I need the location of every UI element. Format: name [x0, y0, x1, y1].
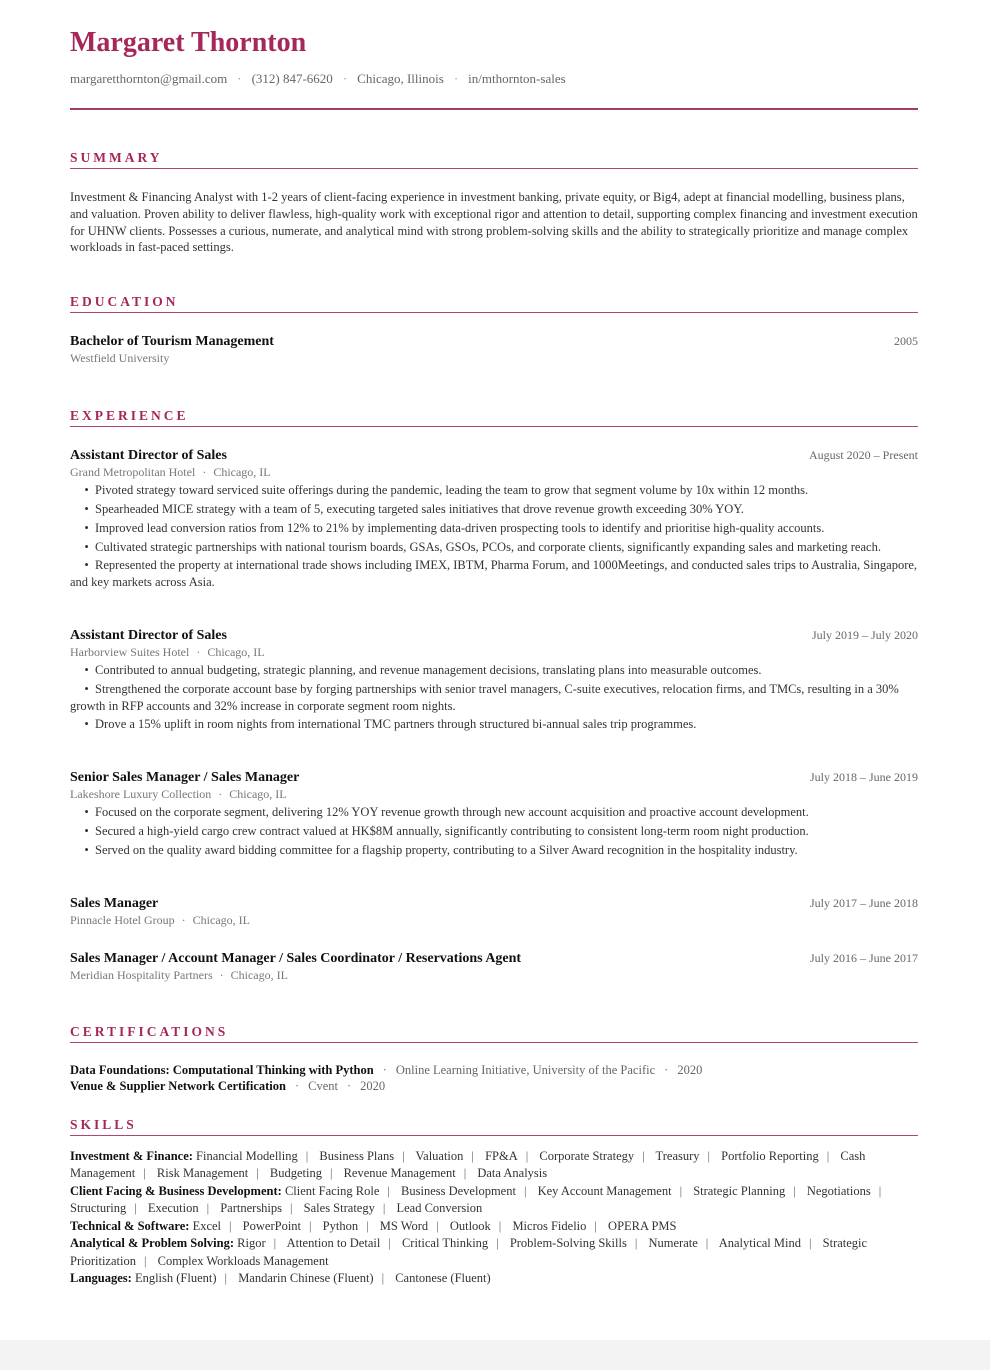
bullet-icon: •	[84, 558, 95, 573]
skill-item: FP&A	[485, 1148, 518, 1163]
separator-pipe: |	[273, 1236, 277, 1251]
job-company: Pinnacle Hotel Group	[70, 912, 175, 927]
education-section	[70, 294, 918, 366]
separator-pipe: |	[809, 1236, 812, 1251]
bullet-item	[70, 662, 918, 679]
certification-item	[70, 1078, 918, 1095]
job-company-line	[70, 464, 918, 480]
bullet-item	[70, 557, 918, 591]
separator-pipe: |	[381, 1271, 385, 1286]
job-entry	[70, 950, 918, 983]
separator-pipe: |	[878, 1183, 882, 1198]
skill-group	[70, 1270, 918, 1288]
bullet-text: Cultivated strategic partnerships with national tourism boards, GSAs, GSOs, PCOs, and corporate clients, significantly expanding sales and marketing reach.	[95, 539, 881, 554]
skill-item: Strategic Prioritization	[70, 1236, 868, 1268]
skill-item: Treasury	[655, 1148, 700, 1163]
header-divider	[70, 108, 918, 110]
job-entry	[70, 447, 918, 591]
certifications-heading: CERTIFICATIONS	[70, 1024, 918, 1043]
bullet-icon: •	[84, 823, 95, 838]
experience-heading: EXPERIENCE	[70, 408, 918, 427]
separator-dot: ·	[196, 644, 201, 659]
job-header	[70, 627, 918, 644]
separator-pipe: |	[634, 1236, 638, 1251]
job-company-line	[70, 967, 918, 983]
bullet-item	[70, 804, 918, 821]
skill-item: Rigor	[237, 1236, 266, 1251]
skill-item: Client Facing Role	[284, 1183, 380, 1198]
bullet-text: Improved lead conversion ratios from 12% to 21% by implementing data-driven prospecting tools to identify and prioritise high-quality accounts.	[95, 520, 825, 535]
skill-item: PowerPoint	[242, 1218, 302, 1233]
skill-item: Partnerships	[220, 1201, 283, 1216]
separator-pipe: |	[496, 1236, 499, 1251]
separator-dot: ·	[347, 1079, 352, 1094]
bullet-item	[70, 823, 918, 840]
bullet-icon: •	[84, 681, 95, 696]
skill-item: MS Word	[379, 1218, 429, 1233]
separator-pipe: |	[642, 1148, 645, 1163]
education-year: 2005	[894, 334, 918, 349]
separator-pipe: |	[525, 1148, 529, 1163]
skill-group	[70, 1183, 918, 1218]
summary-section	[70, 150, 918, 256]
separator-pipe: |	[290, 1201, 293, 1216]
job-location: Chicago, IL	[213, 465, 271, 480]
skill-item: OPERA PMS	[608, 1218, 677, 1233]
job-bullets	[70, 804, 918, 858]
job-company: Meridian Hospitality Partners	[70, 967, 213, 982]
bullet-icon: •	[84, 520, 95, 535]
separator-pipe: |	[224, 1271, 228, 1286]
job-dates: July 2017 – June 2018	[810, 895, 918, 910]
job-company: Grand Metropolitan Hotel	[70, 465, 196, 480]
bullet-icon: •	[84, 539, 95, 554]
skill-group	[70, 1235, 918, 1270]
skill-group-label: Investment & Finance:	[70, 1148, 193, 1163]
bullet-item	[70, 842, 918, 859]
skill-item: Mandarin Chinese (Fluent)	[238, 1271, 374, 1286]
job-bullets	[70, 662, 918, 733]
job-title: Sales Manager / Account Manager / Sales Coordinator / Reservations Agent	[70, 950, 522, 966]
skill-item: Execution	[147, 1201, 199, 1216]
separator-pipe: |	[705, 1236, 709, 1251]
separator-pipe: |	[436, 1218, 439, 1233]
skill-item: Numerate	[648, 1236, 698, 1251]
separator-dot: ·	[294, 1079, 300, 1094]
job-title: Senior Sales Manager / Sales Manager	[70, 770, 300, 786]
separator-pipe: |	[206, 1201, 210, 1216]
skill-item: English (Fluent)	[134, 1271, 217, 1286]
job-entry	[70, 769, 918, 858]
skill-item: Micros Fidelio	[512, 1218, 587, 1233]
resume-content	[70, 26, 918, 1288]
job-entry	[70, 627, 918, 733]
bullet-icon: •	[84, 842, 95, 857]
bullet-icon: •	[84, 805, 95, 820]
bullet-item	[70, 482, 918, 499]
separator-pipe: |	[679, 1183, 683, 1198]
skill-item: Business Development	[401, 1183, 516, 1198]
bullet-item	[70, 520, 918, 537]
job-dates: July 2019 – July 2020	[811, 627, 918, 642]
certifications-section	[70, 1024, 918, 1095]
skills-heading: SKILLS	[70, 1117, 918, 1136]
separator-pipe: |	[523, 1183, 527, 1198]
contact-location: Chicago, Illinois	[357, 71, 444, 86]
separator-dot: ·	[664, 1062, 669, 1077]
skill-item: Valuation	[415, 1148, 464, 1163]
job-company-line	[70, 644, 918, 660]
skill-item: Structuring	[70, 1201, 127, 1216]
skill-group	[70, 1218, 918, 1236]
separator-pipe: |	[229, 1218, 232, 1233]
contact-email[interactable]: margaretthornton@gmail.com	[70, 71, 228, 86]
separator-dot: ·	[218, 787, 223, 802]
separator-pipe: |	[594, 1218, 597, 1233]
separator-pipe: |	[143, 1166, 146, 1181]
bullet-item	[70, 716, 918, 733]
separator-pipe: |	[387, 1183, 390, 1198]
separator-pipe: |	[471, 1148, 474, 1163]
experience-section	[70, 408, 918, 982]
job-title: Assistant Director of Sales	[70, 448, 227, 464]
bullet-icon: •	[84, 483, 95, 498]
education-entry	[70, 333, 918, 366]
bullet-text: Secured a high-yield cargo crew contract valued at HK$8M annually, significantly contributing to consistent long-term room night production.	[95, 823, 809, 838]
separator-dot: ·	[382, 1062, 387, 1077]
skill-group-label: Client Facing & Business Development:	[70, 1183, 282, 1198]
bullet-icon: •	[84, 501, 95, 516]
skill-group-label: Languages:	[70, 1271, 132, 1286]
job-header	[70, 769, 918, 786]
skill-group-label: Analytical & Problem Solving:	[70, 1236, 235, 1251]
job-dates: July 2016 – June 2017	[810, 950, 918, 965]
bullet-text: Pivoted strategy toward serviced suite offerings during the pandemic, leading the team to grow that segment volume by 10x within 12 months.	[95, 483, 809, 498]
separator-dot: ·	[219, 967, 224, 982]
skill-item: Excel	[192, 1218, 222, 1233]
separator-pipe: |	[707, 1148, 711, 1163]
separator-pipe: |	[143, 1253, 147, 1268]
skill-item: Budgeting	[269, 1166, 322, 1181]
certification-year: 2020	[360, 1079, 386, 1094]
skill-item: Cantonese (Fluent)	[395, 1271, 491, 1286]
separator-pipe: |	[256, 1166, 259, 1181]
job-header	[70, 895, 918, 912]
job-list	[70, 447, 918, 982]
certification-name: Data Foundations: Computational Thinking with Python	[70, 1062, 374, 1077]
job-title: Sales Manager	[70, 895, 159, 911]
job-dates: July 2018 – June 2019	[810, 770, 918, 785]
skill-item: Financial Modelling	[196, 1148, 298, 1163]
certification-year: 2020	[677, 1062, 703, 1077]
separator-dot: ·	[181, 912, 186, 927]
job-location: Chicago, IL	[230, 967, 288, 982]
job-bullets	[70, 482, 918, 591]
certification-issuer: Online Learning Initiative, University of the Pacific	[395, 1062, 656, 1077]
bullet-text: Drove a 15% uplift in room nights from international TMC partners through structured bi-annual sales trip programmes.	[95, 717, 697, 732]
education-heading: EDUCATION	[70, 294, 918, 313]
skill-item: Lead Conversion	[396, 1201, 483, 1216]
skill-item: Attention to Detail	[286, 1236, 381, 1251]
bullet-text: Focused on the corporate segment, delivering 12% YOY revenue growth through new account acquisition and proactive account development.	[95, 805, 809, 820]
job-title: Assistant Director of Sales	[70, 627, 227, 643]
certification-list	[70, 1062, 918, 1095]
bullet-icon: •	[84, 717, 95, 732]
bullet-text: Represented the property at international trade shows including IMEX, IBTM, Pharma Forum, and 1000Meetings, and conducted sales trips to Australia, Singapore, and key markets across Asia.	[70, 558, 918, 590]
school: Westfield University	[70, 351, 170, 366]
skill-item: Sales Strategy	[303, 1201, 375, 1216]
skill-item: Outlook	[449, 1218, 491, 1233]
separator-pipe: |	[793, 1183, 796, 1198]
summary-text: Investment & Financing Analyst with 1-2 years of client-facing experience in investment banking, private equity, or Big4, adept at financial modelling, business plans, and valuation. Proven ability to deliver flawless, high-quality work with exceptional rigor and attention to detail, supporting complex financing and investment execution for UHNW clients. Possesses a curious, numerate, and analytical mind with strong problem-solving skills and the ability to strategically prioritize and manage complex workloads in fast-paced settings.	[70, 190, 918, 255]
skill-item: Business Plans	[319, 1148, 395, 1163]
bullet-item	[70, 501, 918, 518]
separator-pipe: |	[305, 1148, 309, 1163]
contact-phone: (312) 847-6620	[251, 71, 333, 86]
skills-section	[70, 1117, 918, 1288]
skill-item: Corporate Strategy	[539, 1148, 635, 1163]
certification-name: Venue & Supplier Network Certification	[70, 1079, 286, 1094]
skill-item: Portfolio Reporting	[721, 1148, 819, 1163]
skill-item: Risk Management	[156, 1166, 249, 1181]
separator-dot: ·	[202, 465, 207, 480]
job-company: Lakeshore Luxury Collection	[70, 787, 212, 802]
separator-pipe: |	[826, 1148, 830, 1163]
separator-pipe: |	[366, 1218, 369, 1233]
contact-line: margaretthornton@gmail.com · (312) 847-6620 · Chicago, Illinois · in/mthornton-sales	[70, 71, 566, 86]
job-company: Harborview Suites Hotel	[70, 644, 190, 659]
job-entry	[70, 895, 918, 928]
certification-issuer: Cvent	[308, 1079, 338, 1094]
bullet-icon: •	[84, 662, 95, 677]
contact-linkedin[interactable]: in/mthornton-sales	[468, 71, 566, 86]
job-location: Chicago, IL	[229, 787, 287, 802]
job-header	[70, 447, 918, 464]
skill-item: Complex Workloads Management	[157, 1253, 329, 1268]
skill-item: Negotiations	[806, 1183, 871, 1198]
job-location: Chicago, IL	[207, 644, 265, 659]
skill-item: Strategic Planning	[693, 1183, 786, 1198]
skill-item: Cash Management	[70, 1148, 866, 1181]
certification-item	[70, 1062, 918, 1079]
candidate-name: Margaret Thornton	[70, 27, 307, 58]
separator-pipe: |	[309, 1218, 312, 1233]
bullet-item	[70, 681, 918, 715]
separator-pipe: |	[463, 1166, 467, 1181]
separator-pipe: |	[329, 1166, 333, 1181]
job-header	[70, 950, 918, 967]
skill-group	[70, 1148, 918, 1183]
degree: Bachelor of Tourism Management	[70, 334, 274, 350]
skill-item: Revenue Management	[343, 1166, 456, 1181]
separator-pipe: |	[402, 1148, 405, 1163]
separator-pipe: |	[498, 1218, 502, 1233]
bullet-item	[70, 539, 918, 556]
job-company-line	[70, 786, 918, 802]
bullet-text: Strengthened the corporate account base by forging partnerships with senior travel managers, C-suite executives, relocation firms, and TMCs, resulting in a 30% growth in RFP accounts and 32% increase in corporate segment room nights.	[70, 681, 899, 713]
job-company-line	[70, 912, 918, 928]
bullet-text: Spearheaded MICE strategy with a team of 5, executing targeted sales initiatives that drove revenue growth exceeding 30% YOY.	[95, 501, 744, 516]
skill-item: Data Analysis	[477, 1166, 548, 1181]
bullet-text: Served on the quality award bidding committee for a flagship property, contributing to a Silver Award recognition in the hospitality industry.	[95, 842, 798, 857]
bullet-text: Contributed to annual budgeting, strategic planning, and revenue management decisions, translating plans into measurable outcomes.	[95, 662, 762, 677]
separator-pipe: |	[382, 1201, 386, 1216]
skill-item: Python	[322, 1218, 359, 1233]
skill-item: Critical Thinking	[401, 1236, 489, 1251]
job-dates: August 2020 – Present	[809, 448, 918, 463]
job-location: Chicago, IL	[192, 912, 250, 927]
skills-list	[70, 1148, 918, 1288]
skill-item: Problem-Solving Skills	[509, 1236, 627, 1251]
summary-heading: SUMMARY	[70, 150, 918, 169]
skill-group-label: Technical & Software:	[70, 1218, 190, 1233]
separator-pipe: |	[388, 1236, 391, 1251]
separator-pipe: |	[134, 1201, 137, 1216]
skill-item: Key Account Management	[537, 1183, 672, 1198]
skill-item: Analytical Mind	[718, 1236, 801, 1251]
